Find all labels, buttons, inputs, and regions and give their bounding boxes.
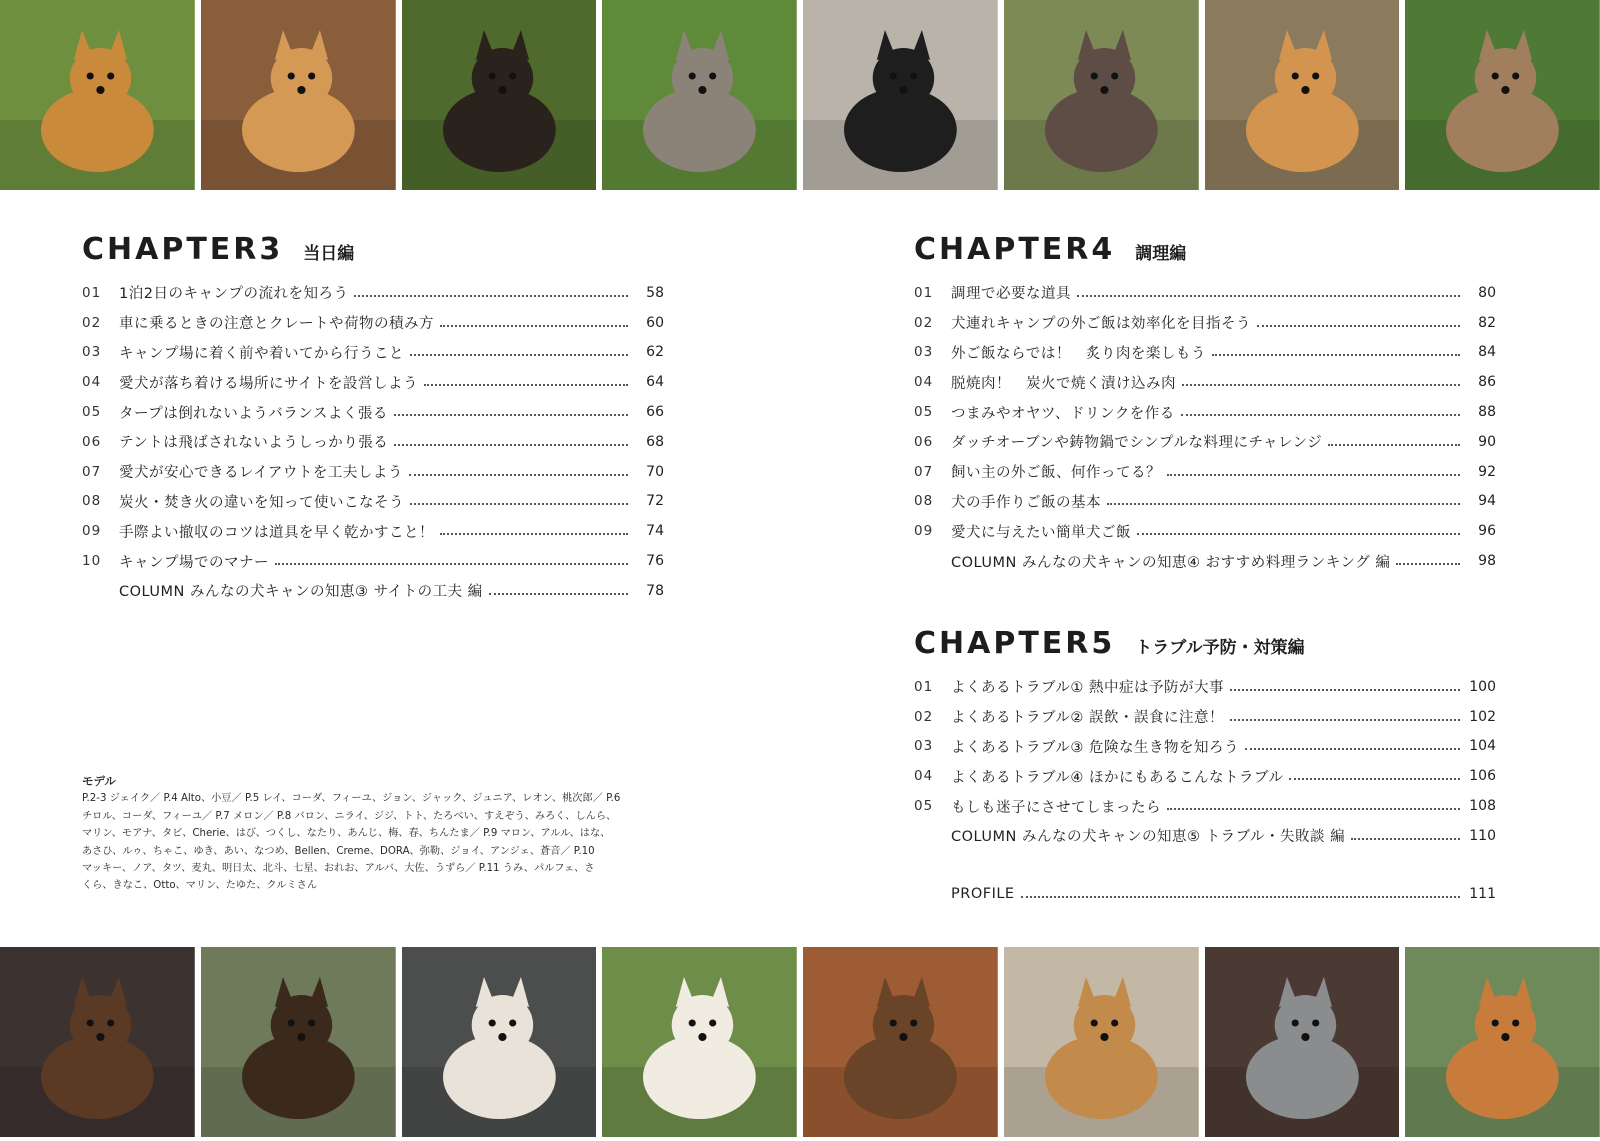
leader-dots <box>489 593 628 595</box>
toc-entry-page: 66 <box>646 404 664 421</box>
models-credits <box>82 773 668 895</box>
toc-entry-title: 飼い主の外ご飯、何作ってる？ <box>951 465 1161 482</box>
toc-entry-title: 炭火・焚き火の違いを知って使いこなそう <box>119 494 404 511</box>
toc-entry-title: 調理で必要な道具 <box>951 286 1071 303</box>
toc-entry[interactable] <box>914 732 1496 762</box>
leader-dots <box>1351 838 1460 840</box>
toc-entry[interactable] <box>82 576 664 606</box>
toc-entry-title: 1泊2日のキャンプの流れを知ろう <box>119 286 349 303</box>
toc-entry-page: 86 <box>1478 374 1496 391</box>
toc-entry-page: 98 <box>1478 553 1496 570</box>
bottom-photo-strip <box>0 947 1600 1137</box>
leader-dots <box>440 325 628 327</box>
leader-dots <box>394 444 628 446</box>
leader-dots <box>1245 748 1460 750</box>
mixed-dog-tent-photo <box>1405 0 1600 190</box>
toc-entry[interactable] <box>914 427 1496 457</box>
toc-entry[interactable] <box>82 516 664 546</box>
toc-entry-number: 04 <box>914 768 934 785</box>
boston-terrier-on-cot-photo <box>803 0 998 190</box>
toc-entry-page: 82 <box>1478 314 1496 331</box>
dachshund-on-blanket-photo <box>0 947 195 1137</box>
chapter3-toc-list <box>82 278 664 606</box>
leader-dots <box>354 295 628 297</box>
leader-dots <box>424 384 628 386</box>
toc-entry-number: 02 <box>82 314 102 331</box>
models-line: あさひ、ルゥ、ちゃこ、ゆき、あい、なつめ、Bellen、Creme、DORA、弥勒、ジョイ、アンジェ、蒼音／ P.10 <box>82 845 595 857</box>
shepherd-on-red-chair-photo <box>803 947 998 1137</box>
toc-entry-page: 62 <box>646 344 664 361</box>
chapter3-label: CHAPTER3 <box>82 232 284 267</box>
toc-entry-page: 88 <box>1478 404 1496 421</box>
corgi-sleeping-photo <box>1405 947 1600 1137</box>
models-title: モデル <box>82 774 116 788</box>
toc-entry-title: 犬連れキャンプの外ご飯は効率化を目指そう <box>951 316 1251 333</box>
toc-entry[interactable] <box>914 367 1496 397</box>
leader-dots <box>394 414 628 416</box>
toc-entry-page: 104 <box>1469 738 1496 755</box>
leader-dots <box>1396 563 1460 565</box>
two-retrievers-backs-photo <box>1004 947 1199 1137</box>
toc-entry-title: タープは倒れないようバランスよく張る <box>119 405 388 422</box>
chapter5-subtitle: トラブル予防・対策編 <box>1135 638 1305 658</box>
toc-entry-number: 03 <box>914 344 934 361</box>
leader-dots <box>1167 808 1460 810</box>
chapter4-section <box>914 232 1496 576</box>
shiba-inu-portrait-photo <box>201 0 396 190</box>
toc-entry-title: キャンプ場に着く前や着いてから行うこと <box>119 345 404 362</box>
toc-entry-title: よくあるトラブル① 熱中症は予防が大事 <box>951 680 1225 697</box>
leader-dots <box>1181 414 1460 416</box>
sheltie-sitting-photo <box>1004 0 1199 190</box>
toc-entry-number: 08 <box>82 493 102 510</box>
toc-entry-title: よくあるトラブル③ 危険な生き物を知ろう <box>951 739 1240 756</box>
toc-entry-number: 04 <box>82 374 102 391</box>
toc-entry-page: 74 <box>646 523 664 540</box>
toc-entry-page: 92 <box>1478 463 1496 480</box>
models-line: チロル、コーダ、フィーユ／ P.7 メロン／ P.8 バロン、ニライ、ジジ、トト、たろべい、すえぞう、みろく、しんら、 <box>82 810 617 822</box>
toc-entry-number: 09 <box>914 523 934 540</box>
toc-entry[interactable] <box>914 546 1496 576</box>
toc-entry-number: 04 <box>914 374 934 391</box>
chapter5-toc-list <box>914 672 1496 851</box>
chapter5-header <box>914 626 1496 664</box>
three-husky-dogs-photo <box>602 0 797 190</box>
leader-dots <box>275 563 628 565</box>
chapter4-toc-list <box>914 278 1496 576</box>
toc-entry-page: 70 <box>646 463 664 480</box>
toc-entry[interactable] <box>82 457 664 487</box>
toc-entry[interactable] <box>914 487 1496 517</box>
toc-entry[interactable] <box>914 338 1496 368</box>
chapter4-label: CHAPTER4 <box>914 232 1116 267</box>
toc-entry-page: 58 <box>646 284 664 301</box>
toc-entry[interactable] <box>914 516 1496 546</box>
leader-dots <box>409 474 628 476</box>
toc-entry-number: 05 <box>82 404 102 421</box>
toc-entry[interactable] <box>914 702 1496 732</box>
chapter5-section <box>914 626 1496 909</box>
toc-entry[interactable] <box>82 367 664 397</box>
leader-dots <box>1137 533 1460 535</box>
toc-entry-title: PROFILE <box>951 885 1015 902</box>
toc-entry-title: COLUMN みんなの犬キャンの知恵④ おすすめ料理ランキング 編 <box>951 554 1391 571</box>
toc-entry-page: 76 <box>646 553 664 570</box>
toc-entry-page: 90 <box>1478 433 1496 450</box>
toc-entry-page: 110 <box>1469 827 1496 844</box>
toc-entry-title: 車に乗るときの注意とクレートや荷物の積み方 <box>119 316 434 333</box>
leader-dots <box>1230 719 1460 721</box>
leader-dots <box>1182 384 1460 386</box>
toc-entry[interactable] <box>82 487 664 517</box>
toc-entry[interactable] <box>82 308 664 338</box>
toc-entry-page: 80 <box>1478 284 1496 301</box>
toc-entry-page: 68 <box>646 433 664 450</box>
chapter5-label: CHAPTER5 <box>914 626 1116 661</box>
toc-entry-title: もしも迷子にさせてしまったら <box>951 799 1161 816</box>
chapter3-header <box>82 232 664 270</box>
toc-entry[interactable] <box>914 761 1496 791</box>
toc-entry-title: つまみやオヤツ、ドリンクを作る <box>951 405 1175 422</box>
german-shepherd-closeup-photo <box>201 947 396 1137</box>
toc-entry[interactable] <box>82 338 664 368</box>
models-line: P.2-3 ジェイク／ P.4 Alto、小豆／ P.5 レイ、コーダ、フィーユ、ジョン、ジャック、ジュニア、レオン、桃次郎／ P.6 <box>82 793 621 805</box>
chapter4-header <box>914 232 1496 270</box>
toc-entry-number: 08 <box>914 493 934 510</box>
jack-russell-in-tent-photo <box>402 947 597 1137</box>
toc-entry-number: 06 <box>914 433 934 450</box>
leader-dots <box>1077 295 1460 297</box>
golden-retriever-and-dog-on-lawn-photo <box>0 0 195 190</box>
leader-dots <box>1328 444 1460 446</box>
leader-dots <box>410 354 628 356</box>
toc-entry-number: 02 <box>914 708 934 725</box>
chapter4-subtitle: 調理編 <box>1135 244 1187 264</box>
black-shiba-lying-photo <box>402 0 597 190</box>
toc-entry-number: 01 <box>914 284 934 301</box>
toc-entry[interactable] <box>914 791 1496 821</box>
toc-entry[interactable] <box>914 397 1496 427</box>
toc-entry-title: ダッチオーブンや鋳物鍋でシンプルな料理にチャレンジ <box>951 435 1323 452</box>
toc-entry-number: 03 <box>82 344 102 361</box>
toc-entry-number: 01 <box>914 678 934 695</box>
chapter3-subtitle: 当日編 <box>303 244 355 264</box>
toc-entry-title: 愛犬に与えたい簡単犬ご飯 <box>951 524 1131 541</box>
toc-entry-page: 60 <box>646 314 664 331</box>
toc-entry-number: 09 <box>82 523 102 540</box>
toc-entry[interactable] <box>914 308 1496 338</box>
models-line: マッキー、ノア、タツ、麦丸、明日太、北斗、七星、おれお、アルバ、大佐、うずら／ P.11 うみ、パルフェ、さ <box>82 863 595 875</box>
toc-entry-number: 07 <box>82 463 102 480</box>
shiba-with-ball-photo <box>1205 0 1400 190</box>
aussie-on-chair-photo <box>1205 947 1400 1137</box>
toc-entry-title: COLUMN みんなの犬キャンの知恵⑤ トラブル・失敗談 編 <box>951 829 1346 846</box>
toc-entry-number: 07 <box>914 463 934 480</box>
toc-entry-number: 01 <box>82 284 102 301</box>
toc-entry-page: 100 <box>1469 678 1496 695</box>
toc-entry-number: 02 <box>914 314 934 331</box>
leader-dots <box>1289 778 1460 780</box>
toc-entry-page: 106 <box>1469 768 1496 785</box>
leader-dots <box>1167 474 1460 476</box>
toc-entry-title: 犬の手作りご飯の基本 <box>951 494 1101 511</box>
toc-entry-page: 108 <box>1469 798 1496 815</box>
toc-entry-page: 96 <box>1478 523 1496 540</box>
top-photo-strip <box>0 0 1600 190</box>
toc-entry-title: 外ご飯ならでは！ 炙り肉を楽しもう <box>951 345 1206 362</box>
toc-entry-title: 脱焼肉！ 炭火で焼く漬け込み肉 <box>951 375 1176 392</box>
leader-dots <box>1212 354 1460 356</box>
toc-entry-title: よくあるトラブル④ ほかにもあるこんなトラブル <box>951 769 1284 786</box>
toc-entry-title: 愛犬が落ち着ける場所にサイトを設営しよう <box>119 375 418 392</box>
toc-entry-number: 03 <box>914 738 934 755</box>
toc-entry-title: テントは飛ばされないようしっかり張る <box>119 435 389 452</box>
toc-entry-title: よくあるトラブル② 誤飲・誤食に注意！ <box>951 710 1225 727</box>
toc-entry-title: COLUMN みんなの犬キャンの知恵③ サイトの工夫 編 <box>119 584 483 601</box>
toc-entry[interactable] <box>914 457 1496 487</box>
toc-entry-title: 愛犬が安心できるレイアウトを工夫しよう <box>119 465 403 482</box>
toc-entry-title: キャンプ場でのマナー <box>119 554 269 571</box>
toc-entry-page: 64 <box>646 374 664 391</box>
toc-entry[interactable] <box>82 546 664 576</box>
toc-entry-number: 05 <box>914 404 934 421</box>
toc-entry-number: 06 <box>82 433 102 450</box>
chapter3-section <box>82 232 664 606</box>
toc-entry-page: 111 <box>1469 885 1496 902</box>
toc-entry-page: 84 <box>1478 344 1496 361</box>
white-spitz-portrait-photo <box>602 947 797 1137</box>
toc-entry[interactable] <box>914 672 1496 702</box>
toc-entry-profile[interactable] <box>914 879 1496 909</box>
toc-entry-page: 102 <box>1469 708 1496 725</box>
toc-entry-title: 手際よい撤収のコツは道具を早く乾かすこと！ <box>119 524 434 541</box>
leader-dots <box>440 533 628 535</box>
leader-dots <box>410 503 628 505</box>
toc-entry[interactable] <box>82 427 664 457</box>
toc-entry-page: 78 <box>646 582 664 599</box>
toc-entry[interactable] <box>82 278 664 308</box>
models-line: マリン、モアナ、タビ、Cherie、はび、つくし、なたり、あんじ、梅、春、ちんたま／ P.9 マロン、アルル、はな、 <box>82 828 611 840</box>
leader-dots <box>1107 503 1460 505</box>
toc-entry-number: 10 <box>82 553 102 570</box>
leader-dots <box>1230 689 1460 691</box>
leader-dots <box>1021 896 1460 898</box>
leader-dots <box>1257 325 1460 327</box>
toc-entry-page: 94 <box>1478 493 1496 510</box>
toc-entry[interactable] <box>82 397 664 427</box>
toc-entry[interactable] <box>914 821 1496 851</box>
toc-entry-number: 05 <box>914 798 934 815</box>
toc-entry-page: 72 <box>646 493 664 510</box>
models-line: くら、きなこ、Otto、マリン、たゆた、クルミさん <box>82 880 318 892</box>
toc-entry[interactable] <box>914 278 1496 308</box>
